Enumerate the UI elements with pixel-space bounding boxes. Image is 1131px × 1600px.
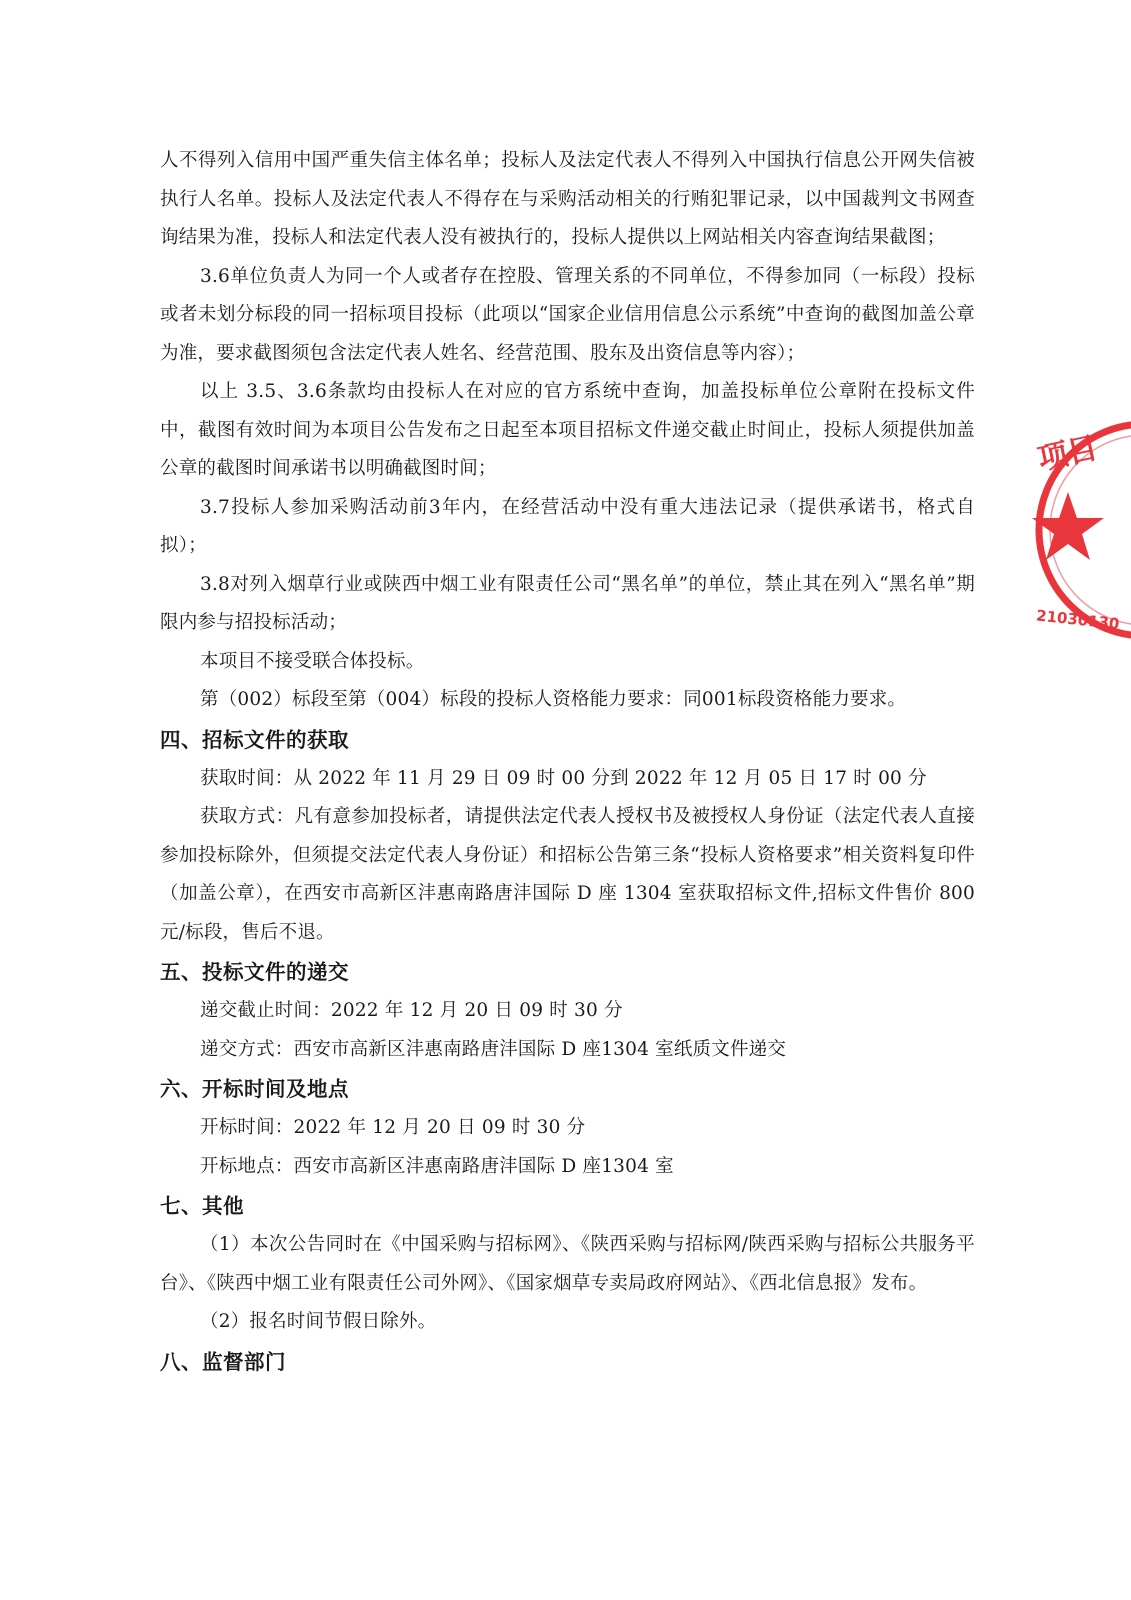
seal-graphic [1030,415,1131,645]
paragraph-blacklist-requirements: 人不得列入信用中国严重失信主体名单；投标人及法定代表人不得列入中国执行信息公开网失信被执行人名单。投标人及法定代表人不得存在与采购活动相关的行贿犯罪记录，以中国裁判文书网查询结果为准，投标人和法定代表人没有被执行的，投标人提供以上网站相关内容查询结果截图； [160,150,975,248]
obtain-method: 获取方式：凡有意参加投标者，请提供法定代表人授权书及被授权人身份证（法定代表人直接参加投标除外，但须提交法定代表人身份证）和招标公告第三条“投标人资格要求”相关资料复印件（加盖公章），在西安市高新区沣惠南路唐沣国际 D 座 1304 室获取招标文件,招标文件售价 800 元/标段，售后不退。 [160,806,975,943]
section-heading-obtain-documents: 四、招标文件的获取 [160,727,349,752]
other-item-1: （1）本次公告同时在《中国采购与招标网》、《陕西采购与招标网/陕西采购与招标公共服务平台》、《陕西中烟工业有限责任公司外网》、《国家烟草专卖局政府网站》、《西北信息报》发布。 [160,1234,975,1294]
bid-opening-place: 开标地点：西安市高新区沣惠南路唐沣国际 D 座1304 室 [200,1155,674,1177]
paragraph-no-consortium: 本项目不接受联合体投标。 [200,650,425,672]
section-heading-bid-opening: 六、开标时间及地点 [160,1077,349,1101]
official-seal-stamp [1030,415,1131,645]
paragraph-screenshot-note: 以上 3.5、3.6条款均由投标人在对应的官方系统中查询，加盖投标单位公章附在投标文件中，截图有效时间为本项目公告发布之日起至本项目招标文件递交截止时间止，投标人须提供加盖公章的截图时间承诺书以明确截图时间； [160,381,975,479]
submission-deadline: 递交截止时间：2022 年 12 月 20 日 09 时 30 分 [200,1000,623,1021]
seal-bottom-number: 21030130 [1035,606,1121,634]
document-body [160,142,975,1382]
other-item-2: （2）报名时间节假日除外。 [200,1311,437,1332]
section-heading-supervision: 八、监督部门 [160,1349,286,1374]
bid-opening-time: 开标时间：2022 年 12 月 20 日 09 时 30 分 [200,1117,586,1138]
section-heading-submission: 五、投标文件的递交 [160,960,349,984]
seal-top-text: 项目 [1034,430,1101,478]
paragraph-lot-requirements: 第（002）标段至第（004）标段的投标人资格能力要求：同001标段资格能力要求。 [200,689,907,710]
paragraph-requirement-3-8: 3.8对列入烟草行业或陕西中烟工业有限责任公司“黑名单”的单位，禁止其在列入“黑名单”期限内参与招投标活动； [160,573,975,633]
paragraph-requirement-3-7: 3.7投标人参加采购活动前3年内，在经营活动中没有重大违法记录（提供承诺书，格式自拟）； [160,496,975,556]
paragraph-requirement-3-6: 3.6单位负责人为同一个人或者存在控股、管理关系的不同单位，不得参加同（一标段）投标或者未划分标段的同一招标项目投标（此项以“国家企业信用信息公示系统”中查询的截图加盖公章为准，要求截图须包含法定代表人姓名、经营范围、股东及出资信息等内容）； [160,265,975,364]
obtain-time: 获取时间：从 2022 年 11 月 29 日 09 时 00 分到 2022 年 12 月 05 日 17 时 00 分 [200,767,927,789]
section-heading-other: 七、其他 [160,1194,244,1218]
submission-method: 递交方式：西安市高新区沣惠南路唐沣国际 D 座1304 室纸质文件递交 [200,1038,787,1060]
